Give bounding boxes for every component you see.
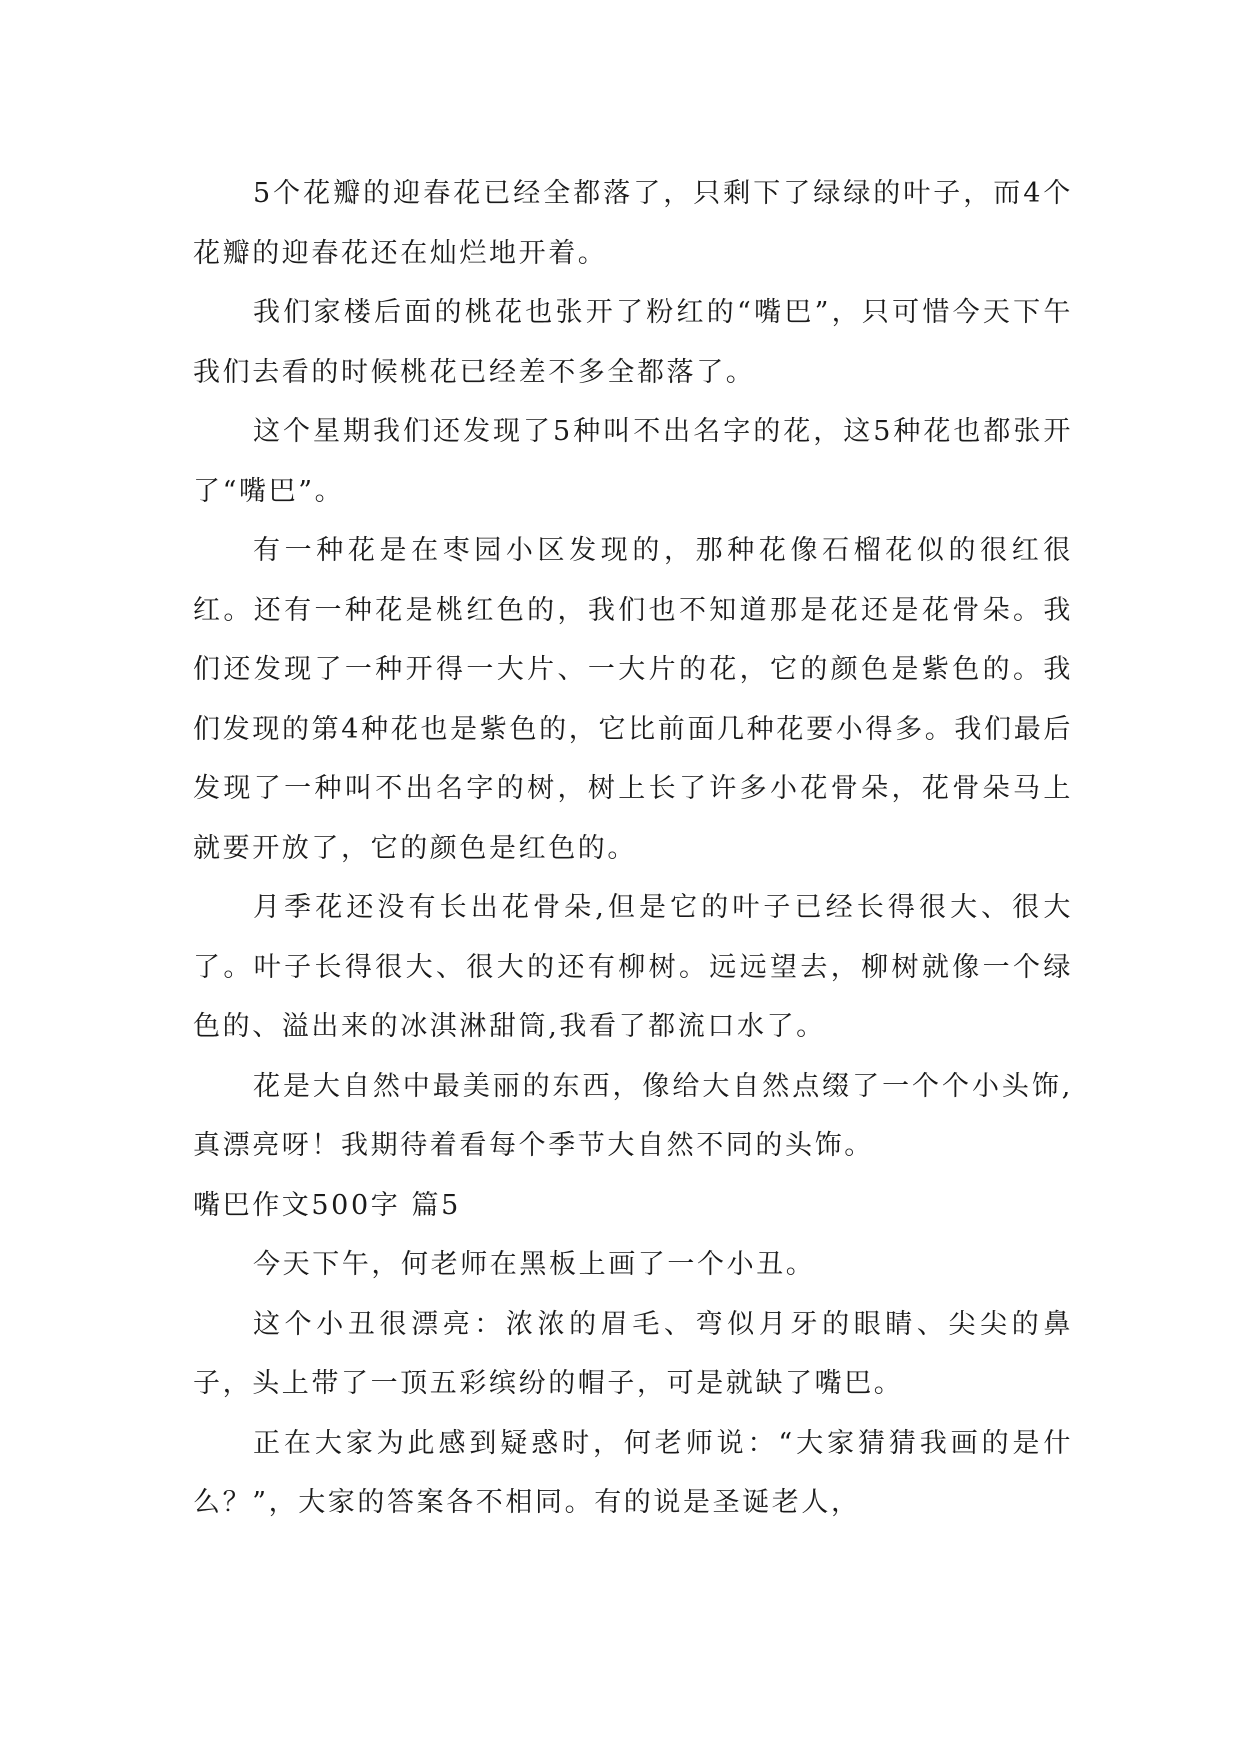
paragraph: 这个小丑很漂亮：浓浓的眉毛、弯似月牙的眼睛、尖尖的鼻子，头上带了一顶五彩缤纷的帽子，可是就缺了嘴巴。: [193, 1308, 1073, 1399]
paragraph: 花是大自然中最美丽的东西，像给大自然点缀了一个个小头饰,真漂亮呀！我期待着看每个季节大自然不同的头饰。: [193, 1070, 1073, 1161]
paragraph: 5个花瓣的迎春花已经全都落了，只剩下了绿绿的叶子，而4个花瓣的迎春花还在灿烂地开着。: [193, 178, 1073, 269]
paragraph: 我们家楼后面的桃花也张开了粉红的“嘴巴”，只可惜今天下午我们去看的时候桃花已经差不多全都落了。: [193, 297, 1073, 388]
document-body: [193, 164, 1073, 1533]
paragraph: 有一种花是在枣园小区发现的，那种花像石榴花似的很红很红。还有一种花是桃红色的，我们也不知道那是花还是花骨朵。我们还发现了一种开得一大片、一大片的花，它的颜色是紫色的。我们发现的第4种花也是紫色的，它比前面几种花要小得多。我们最后发现了一种叫不出名字的树，树上长了许多小花骨朵，花骨朵马上就要开放了，它的颜色是红色的。: [193, 535, 1073, 864]
paragraph: 今天下午，何老师在黑板上画了一个小丑。: [253, 1249, 816, 1280]
paragraph: 这个星期我们还发现了5种叫不出名字的花，这5种花也都张开了“嘴巴”。: [193, 416, 1073, 507]
paragraph: 月季花还没有长出花骨朵,但是它的叶子已经长得很大、很大了。叶子长得很大、很大的还有柳树。远远望去，柳树就像一个绿色的、溢出来的冰淇淋甜筒,我看了都流口水了。: [193, 892, 1073, 1042]
paragraph: 正在大家为此感到疑惑时，何老师说：“大家猜猜我画的是什么？”，大家的答案各不相同。有的说是圣诞老人，: [193, 1427, 1073, 1518]
section-heading: 嘴巴作文500字 篇5: [193, 1189, 461, 1221]
